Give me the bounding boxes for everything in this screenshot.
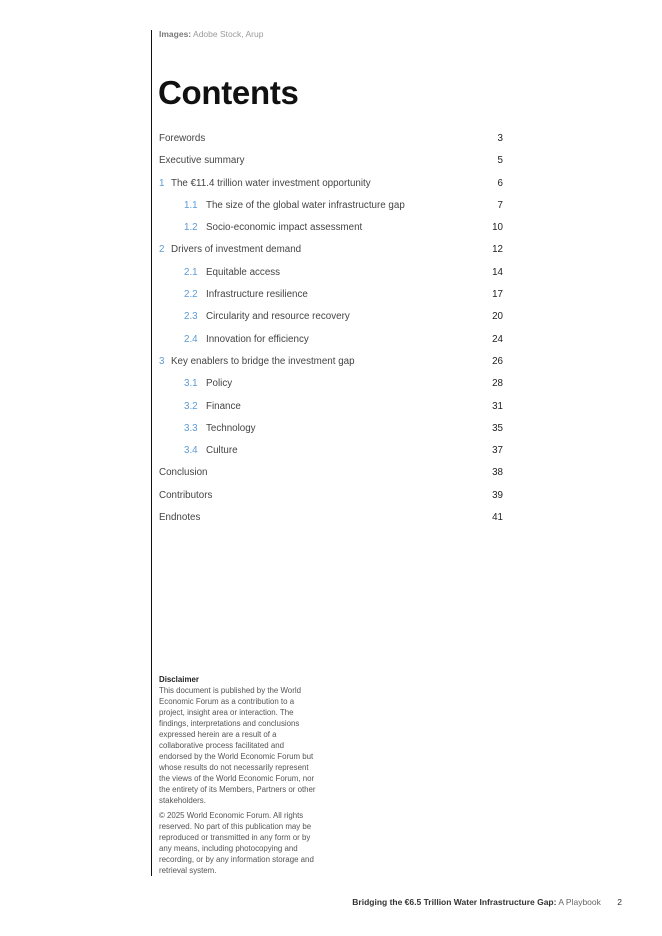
toc-entry[interactable] (159, 150, 503, 172)
toc-entry-page: 39 (492, 489, 503, 501)
toc-entry-number: 2.3 (184, 311, 198, 323)
disclaimer (159, 674, 319, 880)
page-number: 2 (617, 897, 622, 907)
toc-entry-number: 2 (159, 244, 165, 256)
toc-entry-label: Drivers of investment demand (171, 244, 302, 256)
toc-entry-label: Culture (206, 445, 238, 457)
toc-entry-page: 12 (492, 244, 503, 256)
toc-entry-label: Forewords (159, 133, 206, 144)
toc-entry-page: 31 (492, 400, 503, 412)
margin-rule (151, 30, 152, 876)
toc-entry-label: Technology (206, 422, 256, 434)
toc-entry-number: 1.1 (184, 199, 198, 211)
toc-entry-page: 6 (497, 177, 503, 189)
toc-entry[interactable] (159, 195, 503, 217)
toc-entry-number: 1 (159, 177, 165, 189)
page-footer (352, 897, 622, 907)
toc-entry[interactable] (159, 351, 503, 373)
toc-entry[interactable] (159, 462, 503, 484)
toc-entry-page: 7 (497, 199, 503, 211)
toc-entry[interactable] (159, 306, 503, 328)
toc-entry-label: Equitable access (206, 266, 281, 278)
toc-entry-page: 38 (492, 467, 503, 479)
toc-entry-page: 28 (492, 378, 503, 390)
toc-entry-label: Key enablers to bridge the investment gap (171, 355, 355, 367)
toc-entry-label: Contributors (159, 489, 213, 501)
toc-entry-label: Infrastructure resilience (206, 289, 308, 301)
toc-entry[interactable] (159, 262, 503, 284)
toc-entry-label: Circularity and resource recovery (206, 311, 350, 323)
toc-entry-label: Conclusion (159, 467, 208, 479)
toc-entry[interactable] (159, 485, 503, 507)
toc-entry[interactable] (159, 396, 503, 418)
footer-title-bold: Bridging the €6.5 Trillion Water Infrastructure Gap: (352, 897, 557, 907)
toc-entry-page: 35 (492, 422, 503, 434)
toc-entry-label: The €11.4 trillion water investment opportunity (171, 177, 371, 189)
toc-entry-number: 3.1 (184, 378, 198, 390)
toc-entry-number: 2.4 (184, 333, 198, 345)
toc-entry-label: Policy (206, 378, 233, 390)
toc-entry-page: 24 (492, 333, 503, 345)
toc-entry-number: 1.2 (184, 222, 198, 234)
image-credits-label: Images: (159, 29, 192, 39)
toc-entry-page: 20 (492, 311, 503, 323)
toc-entry-label: Executive summary (159, 155, 245, 167)
toc-entry[interactable] (159, 440, 503, 462)
toc-entry-label: Innovation for efficiency (206, 333, 309, 345)
disclaimer-heading: Disclaimer (159, 675, 199, 684)
toc-entry-page: 10 (492, 222, 503, 234)
copyright-paragraph: © 2025 World Economic Forum. All rights reserved. No part of this publication may be reproduced or transmitted in any form or by any means, including photocopying and recording, or by any information storage and retrieval system. (159, 811, 314, 875)
toc-entry-page: 5 (497, 155, 503, 167)
toc-entry[interactable] (159, 284, 503, 306)
toc-entry[interactable] (159, 239, 503, 261)
toc-entry-page: 3 (497, 133, 503, 144)
toc-entry[interactable] (159, 507, 503, 529)
toc-entry-number: 3.3 (184, 422, 198, 434)
toc-entry-page: 26 (492, 355, 503, 367)
toc-entry[interactable] (159, 418, 503, 440)
image-credits (159, 29, 263, 39)
toc-entry-label: The size of the global water infrastructure gap (206, 199, 405, 211)
toc-entry-number: 2.1 (184, 266, 198, 278)
toc-entry[interactable] (159, 329, 503, 351)
disclaimer-paragraph: This document is published by the World Economic Forum as a contribution to a project, insight area or interaction. The findings, interpretations and conclusions expressed herein are a result of a collaborative process facilitated and endorsed by the World Economic Forum but whose results do not necessarily represent the views of the World Economic Forum, nor the entirety of its Members, Partners or other stakeholders. (159, 686, 316, 805)
toc-entry-label: Socio-economic impact assessment (206, 222, 363, 234)
image-credits-text: Adobe Stock, Arup (193, 29, 264, 39)
footer-title-rest: A Playbook (558, 897, 601, 907)
toc-entry-label: Finance (206, 400, 241, 412)
toc-entry-number: 3.4 (184, 445, 198, 457)
toc-entry-page: 17 (492, 289, 503, 301)
toc-entry-number: 3.2 (184, 400, 198, 412)
toc-entry[interactable] (159, 128, 503, 150)
toc-entry-page: 41 (492, 512, 503, 524)
toc-entry[interactable] (159, 373, 503, 395)
toc-entry-page: 37 (492, 445, 503, 457)
table-of-contents (159, 128, 503, 529)
toc-entry[interactable] (159, 173, 503, 195)
toc-entry-number: 3 (159, 355, 165, 367)
toc-entry[interactable] (159, 217, 503, 239)
toc-entry-number: 2.2 (184, 289, 198, 301)
page-title: Contents (158, 74, 299, 111)
toc-entry-page: 14 (492, 266, 503, 278)
toc-entry-label: Endnotes (159, 512, 201, 524)
